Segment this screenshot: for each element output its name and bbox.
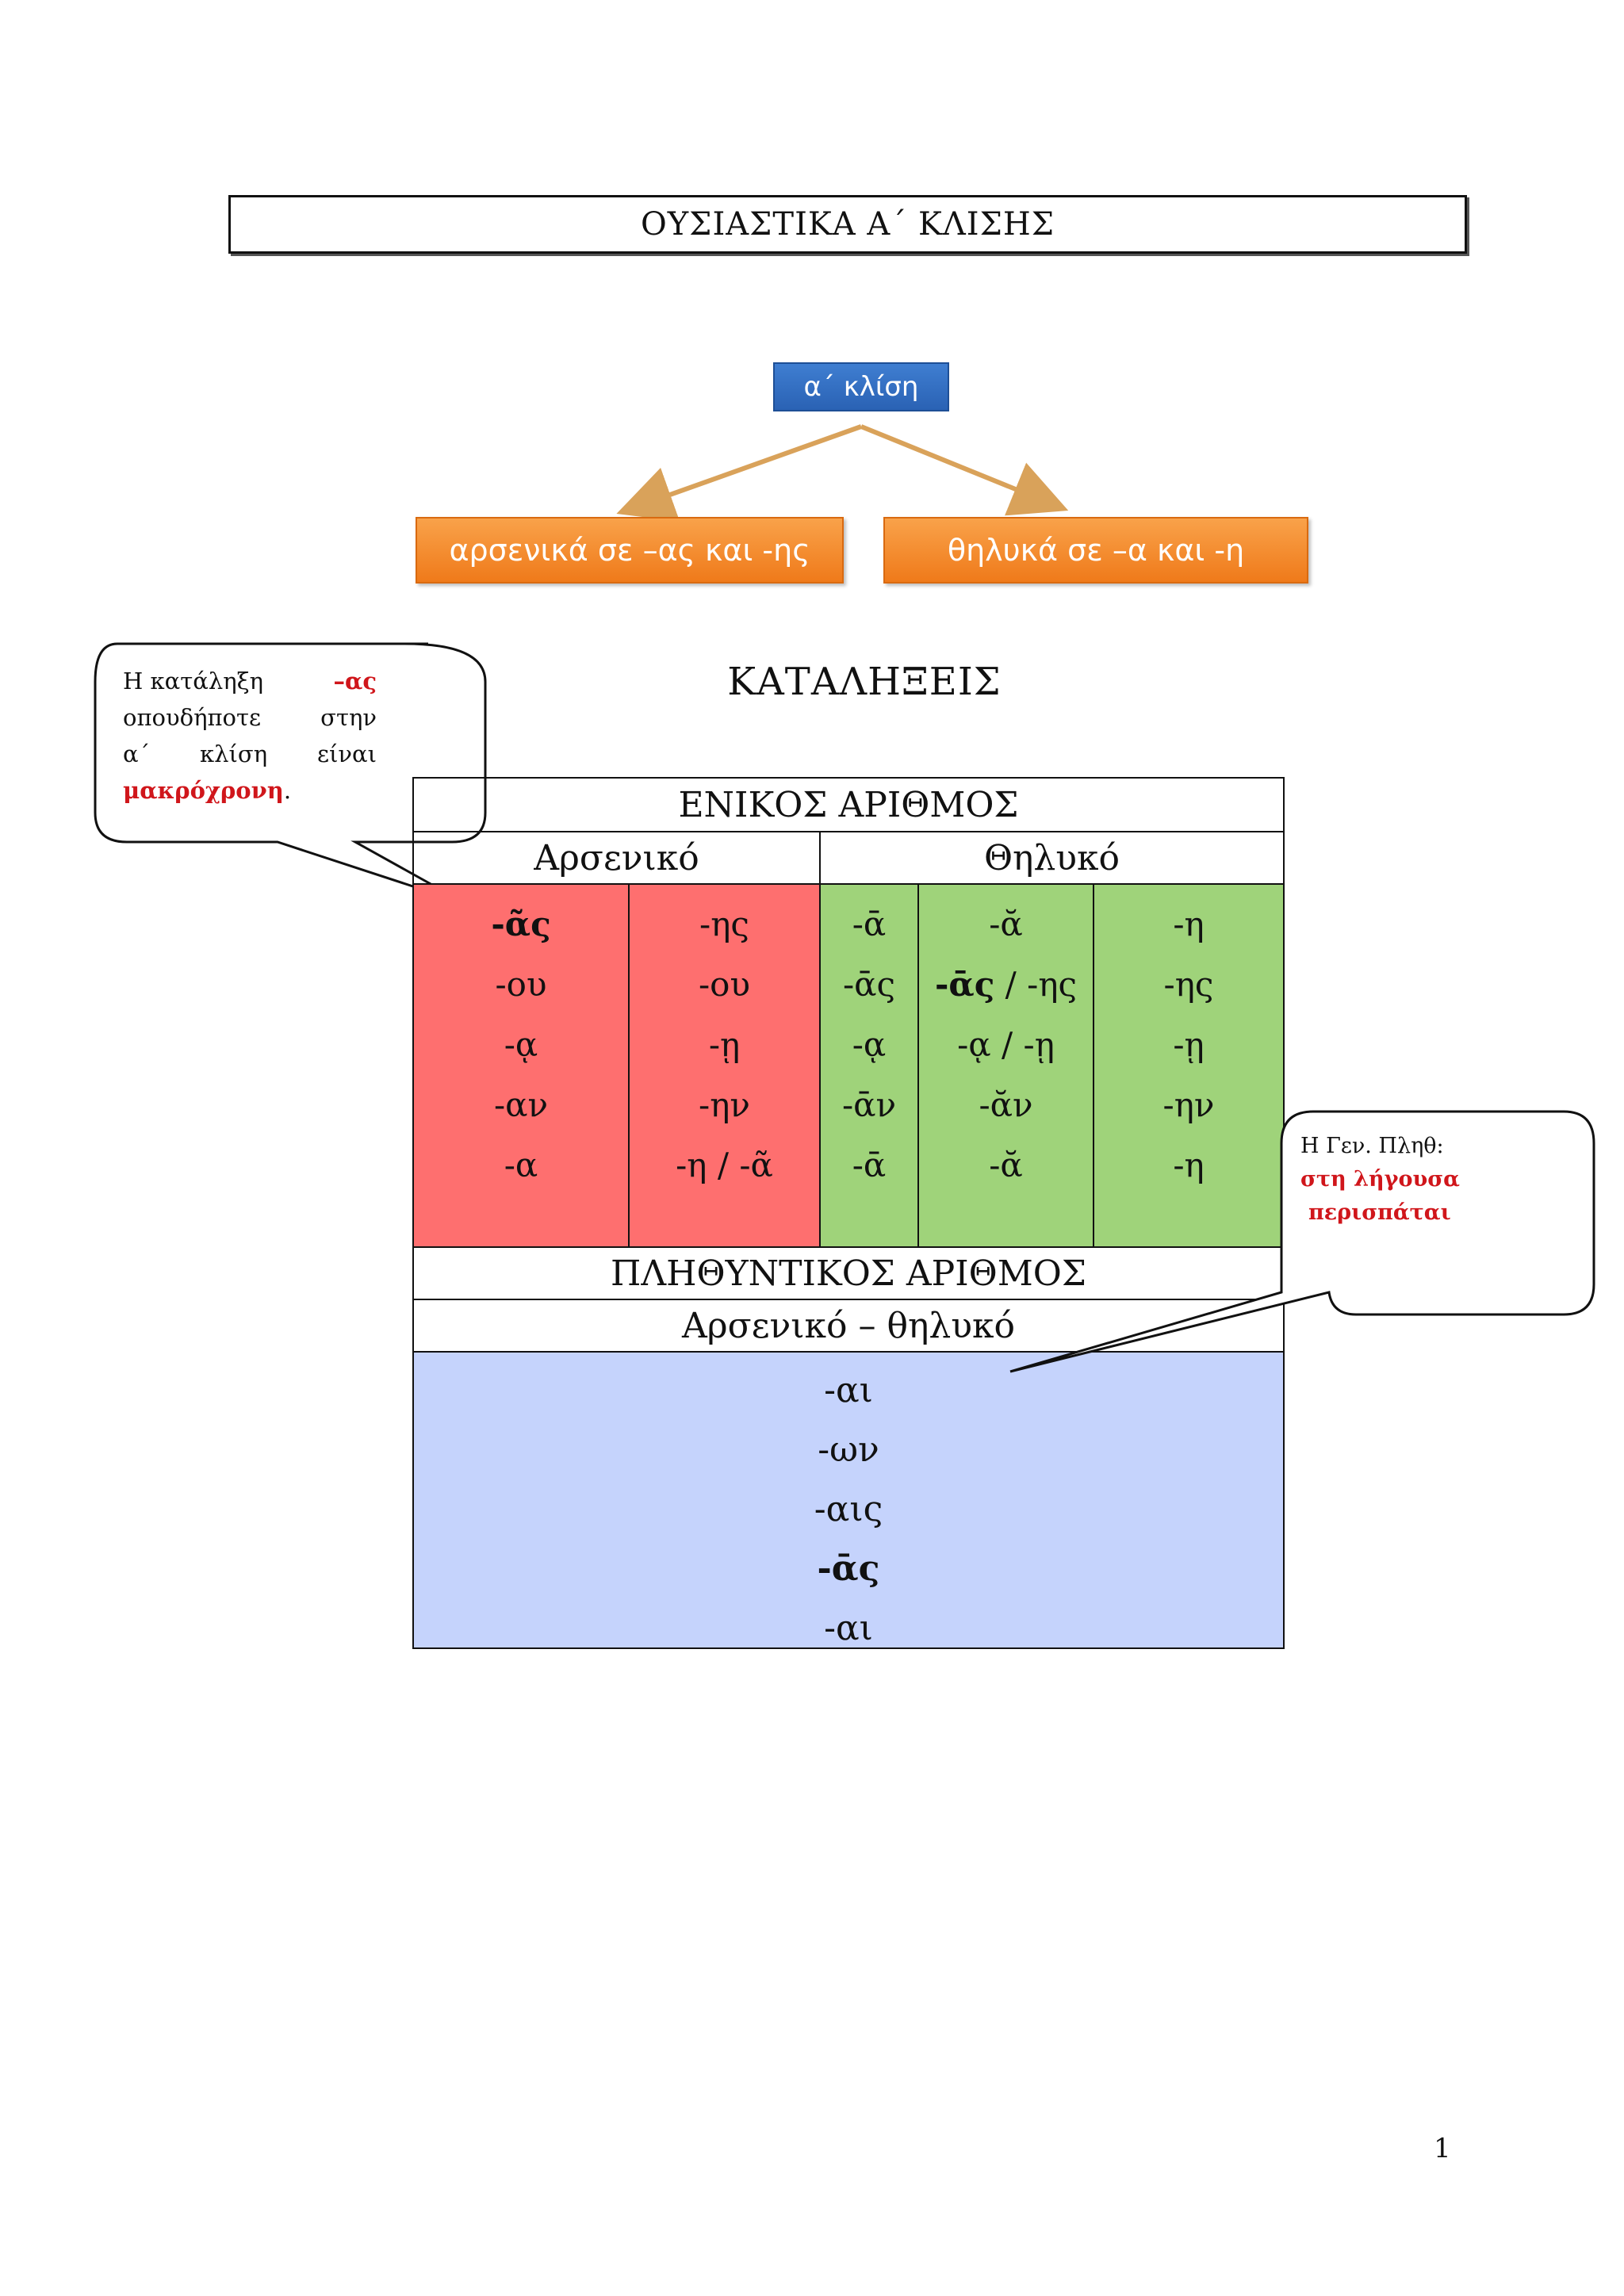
ending: -αι xyxy=(824,1608,873,1648)
callout-right xyxy=(1300,1130,1570,1230)
ending: -ῃ xyxy=(708,1025,741,1064)
masculine-column-1 xyxy=(414,885,630,1246)
ending: -ῃ xyxy=(1173,1025,1205,1064)
feminine-header-text: Θηλυκό xyxy=(983,837,1120,878)
ending: -ᾳ / -ῃ xyxy=(957,1025,1055,1064)
ending: -η xyxy=(1173,905,1205,943)
ending-mixed xyxy=(935,955,1077,1015)
plural-column xyxy=(414,1353,1283,1647)
ending: -αις xyxy=(814,1489,883,1529)
feminine-box-label: θηλυκά σε –α και -η xyxy=(947,533,1245,568)
callout-left-emphasis: μακρόχρονη xyxy=(123,777,284,804)
callout-left xyxy=(123,663,377,809)
feminine-box xyxy=(883,517,1308,584)
ending: -α xyxy=(504,1146,538,1184)
ending: -ᾱ xyxy=(852,905,887,943)
page-title xyxy=(228,195,1467,254)
callout-right-text-1: Η Γεν. Πληθ: xyxy=(1300,1134,1444,1158)
declension-root-label: α΄ κλίση xyxy=(803,371,919,403)
ending: -ᾱ xyxy=(852,1146,887,1184)
ending: -ης xyxy=(1163,965,1214,1004)
masculine-header-text: Αρσενικό xyxy=(534,837,699,878)
endings-heading: ΚΑΤΑΛΗΞΕΙΣ xyxy=(727,660,1002,704)
ending: -ᾱς xyxy=(817,1548,880,1589)
callout-right-text-2: στη λήγουσα xyxy=(1300,1167,1460,1192)
ending-bold: -ᾱς xyxy=(934,965,995,1004)
declension-diagram xyxy=(404,349,1324,603)
ending: -ᾳ xyxy=(852,1025,887,1064)
callout-left-period: . xyxy=(283,777,292,804)
page-title-text: ΟΥΣΙΑΣΤΙΚΑ Α΄ ΚΛΙΣΗΣ xyxy=(640,206,1055,243)
feminine-column-1 xyxy=(821,885,919,1246)
ending: -αι xyxy=(824,1370,873,1410)
callout-left-ending: –ας xyxy=(333,668,377,695)
ending: -ᾰν xyxy=(979,1085,1033,1124)
ending: -ᾶς xyxy=(491,905,551,943)
page-number: 1 xyxy=(1434,2133,1451,2164)
masculine-header xyxy=(414,832,821,883)
ending: -ᾱν xyxy=(841,1085,897,1124)
ending: -ην xyxy=(1162,1085,1215,1124)
callout-right-text-3: περισπάται xyxy=(1308,1200,1451,1225)
ending: -η / -ᾶ xyxy=(676,1146,773,1184)
singular-header xyxy=(414,779,1283,832)
ending: -η xyxy=(1173,1146,1205,1184)
callout-left-text-1: Η κατάληξη xyxy=(123,668,263,695)
gender-header-row xyxy=(414,832,1283,885)
singular-header-text: ΕΝΙΚΟΣ ΑΡΙΘΜΟΣ xyxy=(678,784,1019,825)
ending: -ᾱς xyxy=(842,965,896,1004)
ending: -αν xyxy=(493,1085,549,1124)
masculine-box xyxy=(416,517,844,584)
ending: -ᾰ xyxy=(989,1146,1023,1184)
arrow-left xyxy=(634,427,861,507)
ending: -ων xyxy=(818,1429,879,1470)
ending: -ου xyxy=(495,965,547,1004)
ending: -ᾳ xyxy=(504,1025,538,1064)
ending-alt: / -ης xyxy=(994,965,1078,1004)
plural-header-text: ΠΛΗΘΥΝΤΙΚΟΣ ΑΡΙΘΜΟΣ xyxy=(611,1253,1086,1294)
ending: -ᾰ xyxy=(989,905,1023,943)
masculine-box-label: αρσενικά σε –ας και -ης xyxy=(449,533,810,568)
declension-root-box xyxy=(773,362,949,411)
ending: -ην xyxy=(699,1085,750,1124)
masculine-column-2 xyxy=(630,885,821,1246)
arrow-right xyxy=(861,427,1051,503)
plural-subheader-text: Αρσενικό – θηλυκό xyxy=(682,1305,1015,1346)
ending: -ου xyxy=(698,965,750,1004)
callout-left-text-2: οπουδήποτε στην xyxy=(123,704,377,731)
callout-left-text-3: α΄ κλίση είναι xyxy=(123,740,377,767)
ending: -ης xyxy=(699,905,749,943)
feminine-header xyxy=(821,832,1283,883)
